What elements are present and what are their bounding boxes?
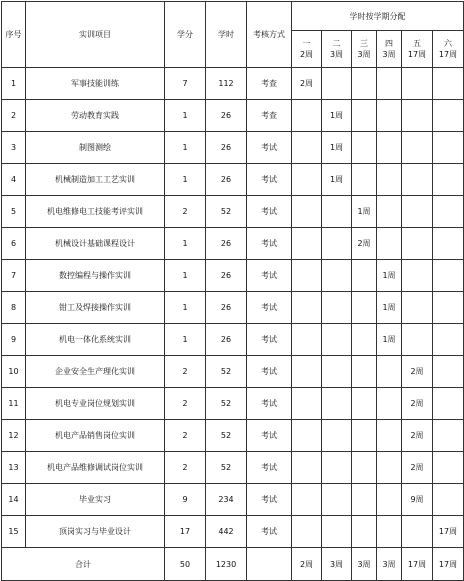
row-assess: 考试: [247, 324, 292, 356]
row-semester-6: 17周: [433, 516, 464, 548]
row-index: 9: [2, 324, 26, 356]
row-semester-4: [377, 516, 402, 548]
row-semester-3: [352, 452, 377, 484]
row-index: 6: [2, 228, 26, 260]
row-semester-1: [292, 164, 322, 196]
total-row: [2, 548, 464, 581]
row-semester-3: [352, 484, 377, 516]
row-semester-2: [322, 228, 352, 260]
row-index: 2: [2, 100, 26, 132]
header-semester-3: [352, 31, 377, 68]
row-semester-6: [433, 292, 464, 324]
training-schedule-table: [1, 1, 464, 581]
semester-weeks: 17周: [407, 50, 427, 59]
row-assess: 考试: [247, 484, 292, 516]
row-semester-4: [377, 484, 402, 516]
row-semester-3: [352, 260, 377, 292]
row-item-name: 机电维修电工技能考评实训: [26, 196, 165, 228]
row-item-name: 钳工及焊接操作实训: [26, 292, 165, 324]
row-hours: 52: [206, 388, 247, 420]
total-semester-1: 2周: [292, 548, 322, 581]
semester-number: 五: [413, 39, 421, 48]
row-hours: 52: [206, 356, 247, 388]
row-index: 4: [2, 164, 26, 196]
header-semester-2: [322, 31, 352, 68]
row-semester-2: [322, 68, 352, 100]
row-semester-3: 2周: [352, 228, 377, 260]
row-credit: 1: [165, 324, 206, 356]
row-item-name: 军事技能训练: [26, 68, 165, 100]
row-assess: 考查: [247, 68, 292, 100]
row-semester-4: 1周: [377, 260, 402, 292]
table-row: [2, 356, 464, 388]
table-row: [2, 388, 464, 420]
row-semester-2: [322, 388, 352, 420]
row-assess: 考试: [247, 452, 292, 484]
row-semester-6: [433, 68, 464, 100]
row-credit: 1: [165, 132, 206, 164]
total-semester-2: 3周: [322, 548, 352, 581]
row-item-name: 机电一体化系统实训: [26, 324, 165, 356]
row-semester-5: [402, 516, 433, 548]
row-semester-1: [292, 324, 322, 356]
row-credit: 1: [165, 164, 206, 196]
row-assess: 考试: [247, 132, 292, 164]
semester-number: 六: [444, 39, 452, 48]
row-index: 11: [2, 388, 26, 420]
row-semester-1: [292, 452, 322, 484]
row-assess: 考试: [247, 420, 292, 452]
header-hours: 学时: [206, 2, 247, 68]
row-semester-5: 2周: [402, 388, 433, 420]
row-index: 3: [2, 132, 26, 164]
row-semester-4: [377, 356, 402, 388]
row-semester-1: [292, 100, 322, 132]
row-hours: 112: [206, 68, 247, 100]
row-semester-2: [322, 324, 352, 356]
row-semester-6: [433, 420, 464, 452]
row-semester-5: 9周: [402, 484, 433, 516]
row-index: 10: [2, 356, 26, 388]
table-row: [2, 260, 464, 292]
header-semester-4: [377, 31, 402, 68]
row-assess: 考试: [247, 388, 292, 420]
table-row: [2, 324, 464, 356]
row-semester-3: [352, 516, 377, 548]
row-semester-2: [322, 484, 352, 516]
row-item-name: 企业安全生产理化实训: [26, 356, 165, 388]
row-semester-4: [377, 452, 402, 484]
row-item-name: 机电产品销售岗位实训: [26, 420, 165, 452]
row-semester-2: 1周: [322, 132, 352, 164]
row-semester-4: [377, 68, 402, 100]
row-assess: 考试: [247, 164, 292, 196]
row-hours: 26: [206, 292, 247, 324]
row-semester-1: [292, 388, 322, 420]
table-row: [2, 100, 464, 132]
header-assess: 考核方式: [247, 2, 292, 68]
table-row: [2, 484, 464, 516]
row-semester-3: [352, 164, 377, 196]
row-semester-2: [322, 452, 352, 484]
table-row: [2, 292, 464, 324]
semester-weeks: 3周: [382, 50, 396, 59]
row-semester-6: [433, 484, 464, 516]
row-semester-2: [322, 196, 352, 228]
row-semester-4: [377, 420, 402, 452]
table-row: [2, 68, 464, 100]
row-hours: 234: [206, 484, 247, 516]
row-index: 5: [2, 196, 26, 228]
row-semester-6: [433, 356, 464, 388]
row-index: 7: [2, 260, 26, 292]
table-row: [2, 196, 464, 228]
row-semester-6: [433, 388, 464, 420]
semester-weeks: 2周: [299, 50, 314, 59]
row-item-name: 毕业实习: [26, 484, 165, 516]
row-semester-3: [352, 68, 377, 100]
row-semester-6: [433, 228, 464, 260]
row-semester-2: [322, 516, 352, 548]
row-semester-5: [402, 292, 433, 324]
table-row: [2, 228, 464, 260]
row-credit: 2: [165, 452, 206, 484]
table-row: [2, 420, 464, 452]
row-semester-6: [433, 100, 464, 132]
semester-number: 三: [360, 39, 368, 48]
row-semester-4: [377, 196, 402, 228]
total-semester-4: 3周: [377, 548, 402, 581]
header-credit: 学分: [165, 2, 206, 68]
row-hours: 52: [206, 196, 247, 228]
row-semester-6: [433, 196, 464, 228]
row-semester-5: 2周: [402, 452, 433, 484]
row-semester-5: [402, 132, 433, 164]
header-item: 实训项目: [26, 2, 165, 68]
total-credit: 50: [165, 548, 206, 581]
row-semester-3: [352, 356, 377, 388]
row-semester-4: 1周: [377, 292, 402, 324]
row-hours: 26: [206, 324, 247, 356]
row-semester-1: [292, 516, 322, 548]
header-semester-1: [292, 31, 322, 68]
semester-weeks: 17周: [438, 50, 458, 59]
row-semester-5: 2周: [402, 356, 433, 388]
total-semester-6: 17周: [433, 548, 464, 581]
row-hours: 52: [206, 452, 247, 484]
row-semester-1: [292, 292, 322, 324]
row-assess: 考试: [247, 292, 292, 324]
row-credit: 17: [165, 516, 206, 548]
row-item-name: 制图测绘: [26, 132, 165, 164]
row-semester-6: [433, 452, 464, 484]
row-hours: 52: [206, 420, 247, 452]
row-semester-2: [322, 292, 352, 324]
row-semester-2: [322, 420, 352, 452]
row-item-name: 机电产品维修调试岗位实训: [26, 452, 165, 484]
row-assess: 考试: [247, 516, 292, 548]
row-semester-3: [352, 132, 377, 164]
row-item-name: 数控编程与操作实训: [26, 260, 165, 292]
row-semester-2: 1周: [322, 164, 352, 196]
row-semester-1: [292, 228, 322, 260]
row-semester-3: [352, 420, 377, 452]
row-item-name: 机电专业岗位规划实训: [26, 388, 165, 420]
row-assess: 考试: [247, 356, 292, 388]
semester-weeks: 3周: [329, 50, 344, 59]
header-semester-5: [402, 31, 433, 68]
row-hours: 26: [206, 228, 247, 260]
row-semester-6: [433, 324, 464, 356]
row-semester-1: [292, 196, 322, 228]
row-semester-5: 2周: [402, 420, 433, 452]
total-label: 合计: [2, 548, 165, 581]
row-item-name: 机械制造加工工艺实训: [26, 164, 165, 196]
row-credit: 1: [165, 260, 206, 292]
row-assess: 考试: [247, 260, 292, 292]
header-semester-6: [433, 31, 464, 68]
row-index: 12: [2, 420, 26, 452]
row-semester-1: [292, 132, 322, 164]
row-credit: 1: [165, 292, 206, 324]
row-hours: 442: [206, 516, 247, 548]
row-hours: 26: [206, 132, 247, 164]
row-index: 1: [2, 68, 26, 100]
row-semester-3: [352, 292, 377, 324]
total-hours: 1230: [206, 548, 247, 581]
row-semester-4: [377, 228, 402, 260]
row-credit: 1: [165, 100, 206, 132]
row-credit: 9: [165, 484, 206, 516]
row-semester-4: [377, 388, 402, 420]
row-semester-3: [352, 388, 377, 420]
row-semester-2: [322, 356, 352, 388]
row-assess: 考试: [247, 196, 292, 228]
row-credit: 2: [165, 388, 206, 420]
table-row: [2, 132, 464, 164]
total-semester-5: 17周: [402, 548, 433, 581]
row-semester-5: [402, 68, 433, 100]
row-assess: 考查: [247, 100, 292, 132]
row-credit: 2: [165, 356, 206, 388]
semester-number: 二: [332, 39, 341, 48]
row-item-name: 机械设计基础课程设计: [26, 228, 165, 260]
table-row: [2, 452, 464, 484]
row-credit: 2: [165, 420, 206, 452]
header-semester-group: 学时按学期分配: [292, 2, 464, 31]
semester-number: 一: [302, 39, 311, 48]
row-semester-4: [377, 132, 402, 164]
row-semester-2: 1周: [322, 100, 352, 132]
row-semester-2: [322, 260, 352, 292]
row-semester-4: 1周: [377, 324, 402, 356]
row-semester-6: [433, 164, 464, 196]
row-assess: 考试: [247, 228, 292, 260]
semester-number: 四: [385, 39, 393, 48]
row-semester-4: [377, 164, 402, 196]
row-index: 13: [2, 452, 26, 484]
total-assess: [247, 548, 292, 581]
row-credit: 7: [165, 68, 206, 100]
row-item-name: 顶岗实习与毕业设计: [26, 516, 165, 548]
row-semester-1: [292, 484, 322, 516]
row-index: 8: [2, 292, 26, 324]
row-item-name: 劳动教育实践: [26, 100, 165, 132]
row-semester-5: [402, 260, 433, 292]
row-semester-1: [292, 420, 322, 452]
row-semester-5: [402, 196, 433, 228]
row-semester-5: [402, 228, 433, 260]
table-row: [2, 164, 464, 196]
row-semester-5: [402, 100, 433, 132]
row-hours: 26: [206, 260, 247, 292]
row-credit: 2: [165, 196, 206, 228]
row-semester-4: [377, 100, 402, 132]
row-hours: 26: [206, 100, 247, 132]
row-semester-5: [402, 324, 433, 356]
row-index: 15: [2, 516, 26, 548]
row-hours: 26: [206, 164, 247, 196]
row-semester-6: [433, 132, 464, 164]
row-semester-5: [402, 164, 433, 196]
row-semester-1: 2周: [292, 68, 322, 100]
row-credit: 1: [165, 228, 206, 260]
semester-weeks: 3周: [357, 50, 371, 59]
row-semester-6: [433, 260, 464, 292]
row-semester-1: [292, 260, 322, 292]
row-semester-3: [352, 100, 377, 132]
row-semester-1: [292, 356, 322, 388]
row-semester-3: 1周: [352, 196, 377, 228]
row-index: 14: [2, 484, 26, 516]
row-semester-3: [352, 324, 377, 356]
header-index: 序号: [2, 2, 26, 68]
table-row: [2, 516, 464, 548]
total-semester-3: 3周: [352, 548, 377, 581]
